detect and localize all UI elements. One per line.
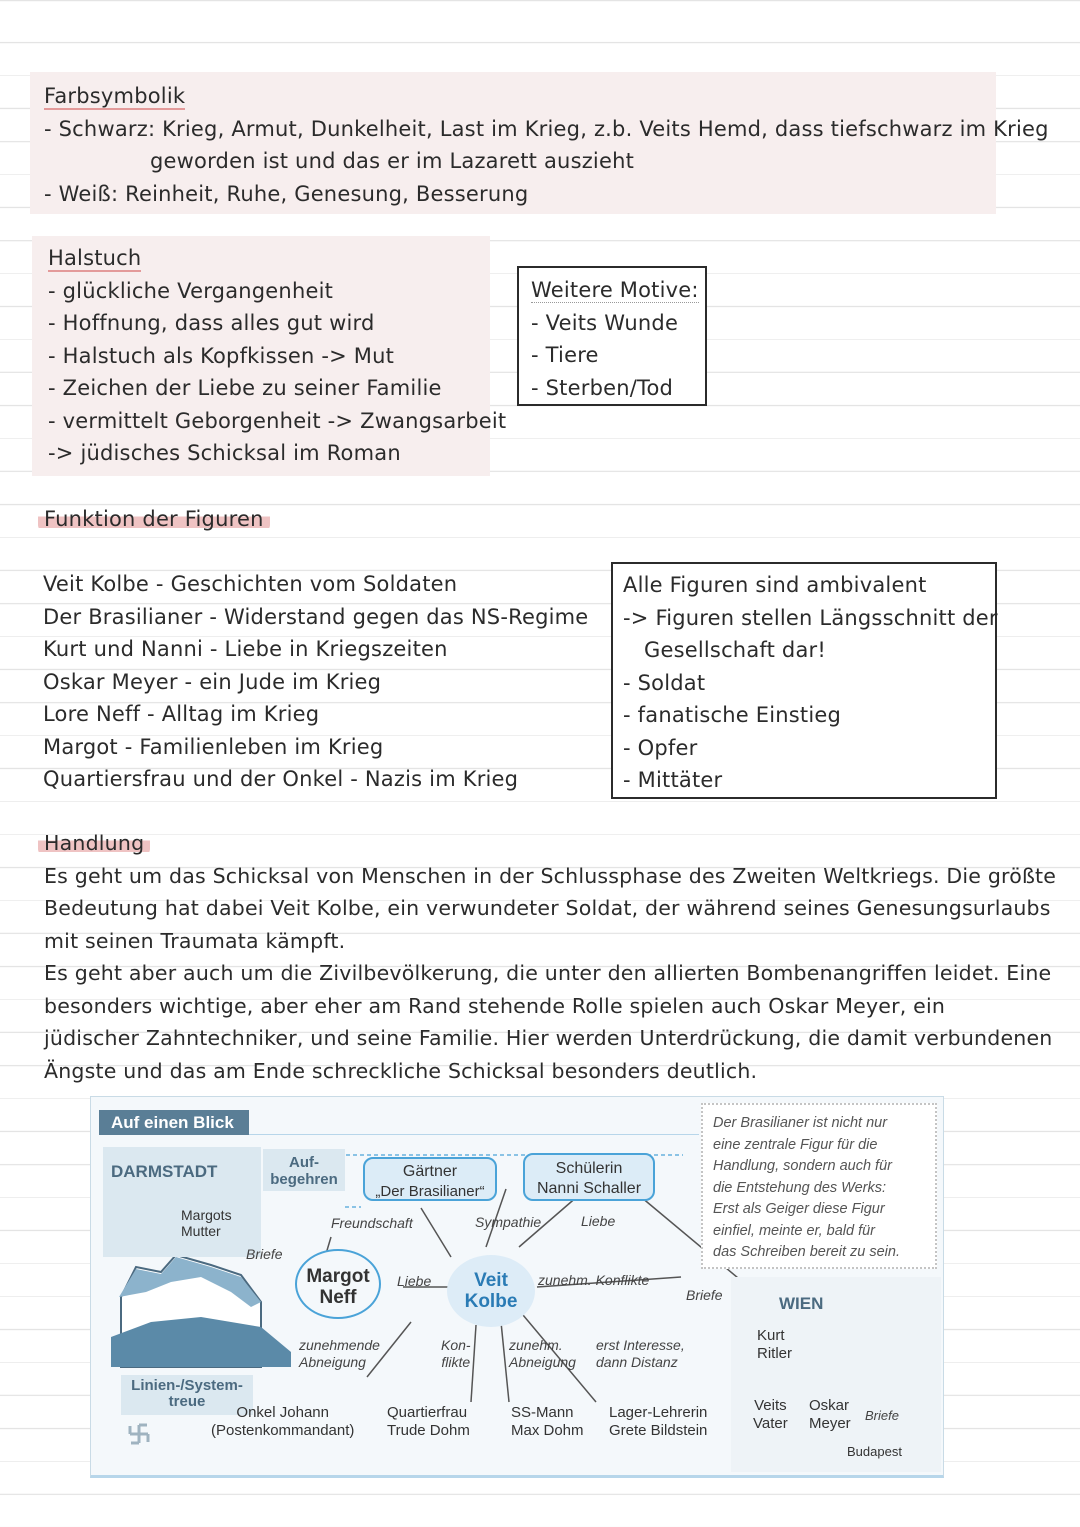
konflikte-label: Kon- flikte <box>441 1337 471 1370</box>
note-line: einfiel, meinte er, bald für <box>713 1222 876 1239</box>
figuren-item: Margot - Familienleben im Krieg <box>43 734 384 759</box>
linientreue-label: Linien-/System- treue <box>121 1375 253 1415</box>
margot-neff-node: Margot Neff <box>295 1249 381 1319</box>
oskar-meyer-label: Oskar Meyer <box>809 1397 851 1432</box>
kurt-ritler-label: Kurt Ritler <box>757 1327 793 1362</box>
zunehm-abneigung-label: zunehm. Abneigung <box>509 1337 576 1370</box>
figuren-list <box>43 568 603 796</box>
motive-title: Weitere Motive: <box>531 278 699 302</box>
motive-box <box>517 266 707 406</box>
briefe-oskar-label: Briefe <box>865 1408 899 1423</box>
figuren-title-row <box>44 503 270 536</box>
note-line: Handlung, sondern auch für <box>713 1158 892 1174</box>
halstuch-item: - glückliche Vergangenheit <box>48 278 334 303</box>
farbsymbolik-line-3: - Weiß: Reinheit, Ruhe, Genesung, Besserung <box>44 181 529 206</box>
handlung-line: Es geht aber auch um die Zivilbevölkerung, die unter den allierten Bombenangriffen leidet. Eine <box>44 961 1052 985</box>
freundschaft-label: Freundschaft <box>331 1215 413 1231</box>
wien-panel <box>731 1277 941 1472</box>
farbsymbolik-title: Farbsymbolik <box>44 84 186 108</box>
motive-item: - Tiere <box>531 343 599 367</box>
sympathie-label: Sympathie <box>475 1214 542 1230</box>
quartierfrau-label: Quartierfrau Trude Dohm <box>387 1404 470 1439</box>
halstuch-title: Halstuch <box>48 246 142 270</box>
handlung-line: Ängste und das am Ende schreckliche Schicksal besonders deutlich. <box>44 1058 758 1083</box>
note-line: Erst als Geiger diese Figur <box>713 1201 885 1217</box>
motive-item: - Veits Wunde <box>531 310 679 335</box>
ambivalent-line: - Soldat <box>623 670 706 695</box>
figuren-item: Oskar Meyer - ein Jude im Krieg <box>43 669 382 694</box>
farbsymbolik-line-1: - Schwarz: Krieg, Armut, Dunkelheit, Last im Krieg, z.b. Veits Hemd, dass tiefschwarz im Krieg <box>44 116 1049 141</box>
handlung-block <box>44 827 1057 1087</box>
ambivalent-line: - Opfer <box>623 735 698 760</box>
note-line: die Entstehung des Werks: <box>713 1179 887 1196</box>
farbsymbolik-block <box>44 80 1049 210</box>
veit-kolbe-node: Veit Kolbe <box>447 1255 535 1327</box>
ambivalent-line: Alle Figuren sind ambivalent <box>623 573 927 597</box>
halstuch-item: - Halstuch als Kopfkissen -> Mut <box>48 343 395 368</box>
note-line: das Schreiben bereit zu sein. <box>713 1244 900 1260</box>
figuren-item: Lore Neff - Alltag im Krieg <box>43 702 320 726</box>
liebe-margot-label: Liebe <box>397 1273 432 1289</box>
handlung-line: jüdischer Zahntechniker, und seine Familie. Hier werden Unterdrückung, die damit verbundenen <box>44 1026 1053 1050</box>
briefe-veit-label: Briefe <box>686 1287 723 1303</box>
ss-mann-label: SS-Mann Max Dohm <box>511 1404 584 1439</box>
liebe-label: Liebe <box>581 1213 616 1229</box>
zunehm-konflikte-label: zunehm. Konflikte <box>538 1272 650 1288</box>
handlung-line: Es geht um das Schicksal von Menschen in der Schlussphase des Zweiten Weltkriegs. Die größte <box>44 863 1057 888</box>
halstuch-item: - Hoffnung, dass alles gut wird <box>48 311 375 335</box>
brasilianer-note <box>701 1103 937 1269</box>
handlung-line: mit seinen Traumata kämpft. <box>44 928 346 953</box>
ambivalent-line: -> Figuren stellen Längsschnitt der <box>623 605 998 630</box>
erst-interesse-label: erst Interesse, dann Distanz <box>596 1337 685 1370</box>
handlung-line: Bedeutung hat dabei Veit Kolbe, ein verwundeter Soldat, der während seines Genesungsurlaubs <box>44 896 1051 920</box>
ambivalent-line: - Mittäter <box>623 768 723 792</box>
wien-label: WIEN <box>779 1294 824 1313</box>
briefe-label: Briefe <box>246 1246 283 1262</box>
figuren-item: Quartiersfrau und der Onkel - Nazis im Krieg <box>43 767 519 791</box>
figuren-item: Kurt und Nanni - Liebe in Kriegszeiten <box>43 637 448 661</box>
onkel-johann-label: Onkel Johann (Postenkommandant) <box>211 1404 355 1439</box>
cross-symbol-icon <box>130 1425 148 1443</box>
motive-item: - Sterben/Tod <box>531 375 674 400</box>
schuelerin-node: Schülerin Nanni Schaller <box>523 1153 655 1201</box>
diagram-header: Auf einen Blick <box>99 1110 249 1135</box>
halstuch-block <box>48 242 507 470</box>
halstuch-item: -> jüdisches Schicksal im Roman <box>48 441 401 465</box>
figuren-title: Funktion der Figuren <box>38 507 270 531</box>
farbsymbolik-line-2: geworden ist und das er im Lazarett auszieht <box>150 149 635 173</box>
darmstadt-label: DARMSTADT <box>111 1162 218 1181</box>
mondsee-label: MONDSEE <box>135 1300 221 1319</box>
header-divider <box>249 1134 699 1135</box>
zunehmende-abneigung-label: zunehmende Abneigung <box>299 1337 380 1370</box>
halstuch-item: - Zeichen der Liebe zu seiner Familie <box>48 376 442 400</box>
margots-mutter-label: Margots Mutter <box>181 1207 232 1239</box>
gaertner-node: Gärtner „Der Brasilianer“ <box>363 1157 497 1201</box>
veits-vater-label: Veits Vater <box>753 1397 788 1432</box>
aufbegehren-label: Auf- begehren <box>263 1149 345 1191</box>
figuren-item: Der Brasilianer - Widerstand gegen das NS-Regime <box>43 604 589 629</box>
ambivalent-box <box>611 562 997 799</box>
ambivalent-line: - fanatische Einstieg <box>623 703 842 727</box>
handlung-line: besonders wichtige, aber eher am Rand stehende Rolle spielen auch Oskar Meyer, ein <box>44 993 946 1018</box>
ambivalent-line: Gesellschaft dar! <box>644 638 826 662</box>
halstuch-item: - vermittelt Geborgenheit -> Zwangsarbeit <box>48 408 507 433</box>
figuren-item: Veit Kolbe - Geschichten vom Soldaten <box>43 572 458 596</box>
overview-diagram <box>90 1096 944 1478</box>
budapest-label: Budapest <box>847 1444 902 1459</box>
handlung-title: Handlung <box>38 831 150 855</box>
note-line: eine zentrale Figur für die <box>713 1136 878 1153</box>
lager-lehrerin-label: Lager-Lehrerin Grete Bildstein <box>609 1404 708 1439</box>
note-line: Der Brasilianer ist nicht nur <box>713 1115 888 1131</box>
